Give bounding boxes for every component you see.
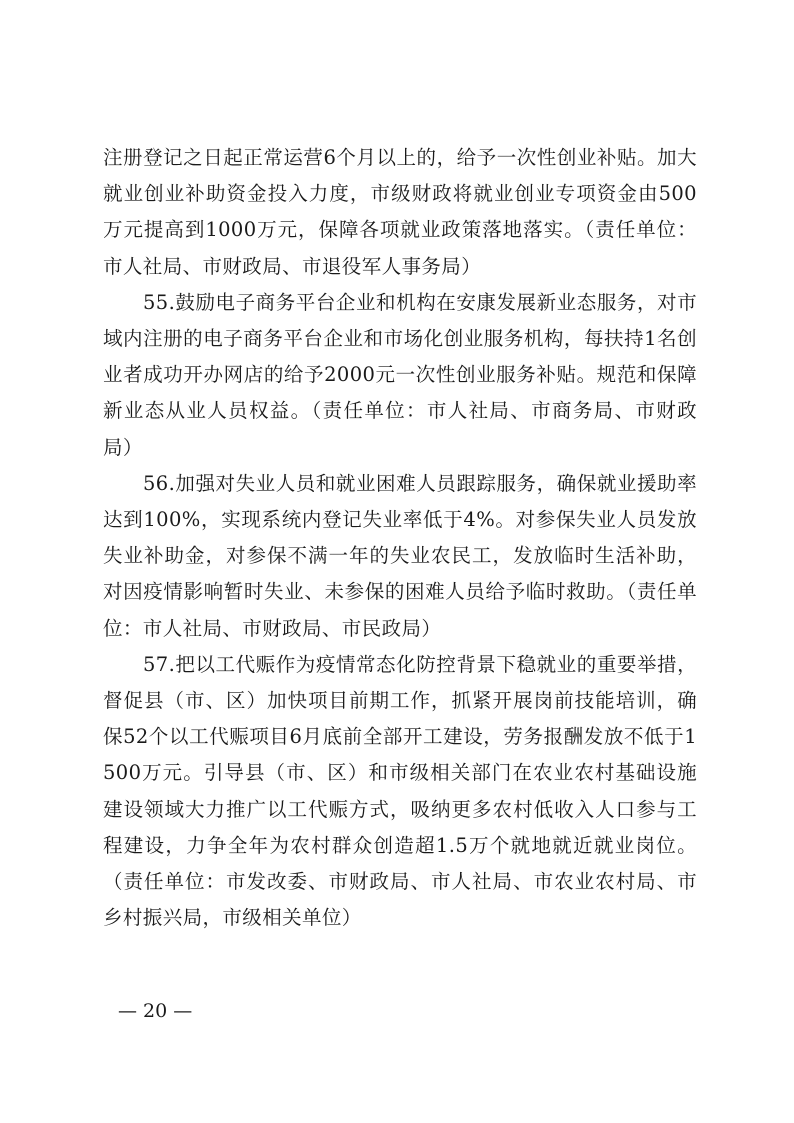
paragraph-item-56: 56.加强对失业人员和就业困难人员跟踪服务，确保就业援助率达到100%，实现系统内登记失业率低于4%。对参保失业人员发放失业补助金，对参保不满一年的失业农民工，发放临时生活补助，对因疫情影响暂时失业、未参保的困难人员给予临时救助。（责任单位：市人社局、市财政局、市民政局） xyxy=(103,471,697,640)
paragraph-continuation: 注册登记之日起正常运营6个月以上的，给予一次性创业补贴。加大就业创业补助资金投入力度，市级财政将就业创业专项资金由500万元提高到1000万元，保障各项就业政策落地落实。（责任单位：市人社局、市财政局、市退役军人事务局） xyxy=(103,146,697,278)
document-body xyxy=(103,140,697,936)
paragraph-item-55: 55.鼓励电子商务平台企业和机构在安康发展新业态服务，对市域内注册的电子商务平台企业和市场化创业服务机构，每扶持1名创业者成功开办网店的给予2000元一次性创业服务补贴。规范和保障新业态从业人员权益。（责任单位：市人社局、市商务局、市财政局） xyxy=(103,290,697,459)
page-number: — 20 — xyxy=(118,1000,193,1022)
paragraph-item-57: 57.把以工代赈作为疫情常态化防控背景下稳就业的重要举措，督促县（市、区）加快项目前期工作，抓紧开展岗前技能培训，确保52个以工代赈项目6月底前全部开工建设，劳务报酬发放不低于1500万元。引导县（市、区）和市级相关部门在农业农村基础设施建设领域大力推广以工代赈方式，吸纳更多农村低收入人口参与工程建设，力争全年为农村群众创造超1.5万个就地就近就业岗位。（责任单位：市发改委、市财政局、市人社局、市农业农村局、市乡村振兴局，市级相关单位） xyxy=(103,652,697,930)
